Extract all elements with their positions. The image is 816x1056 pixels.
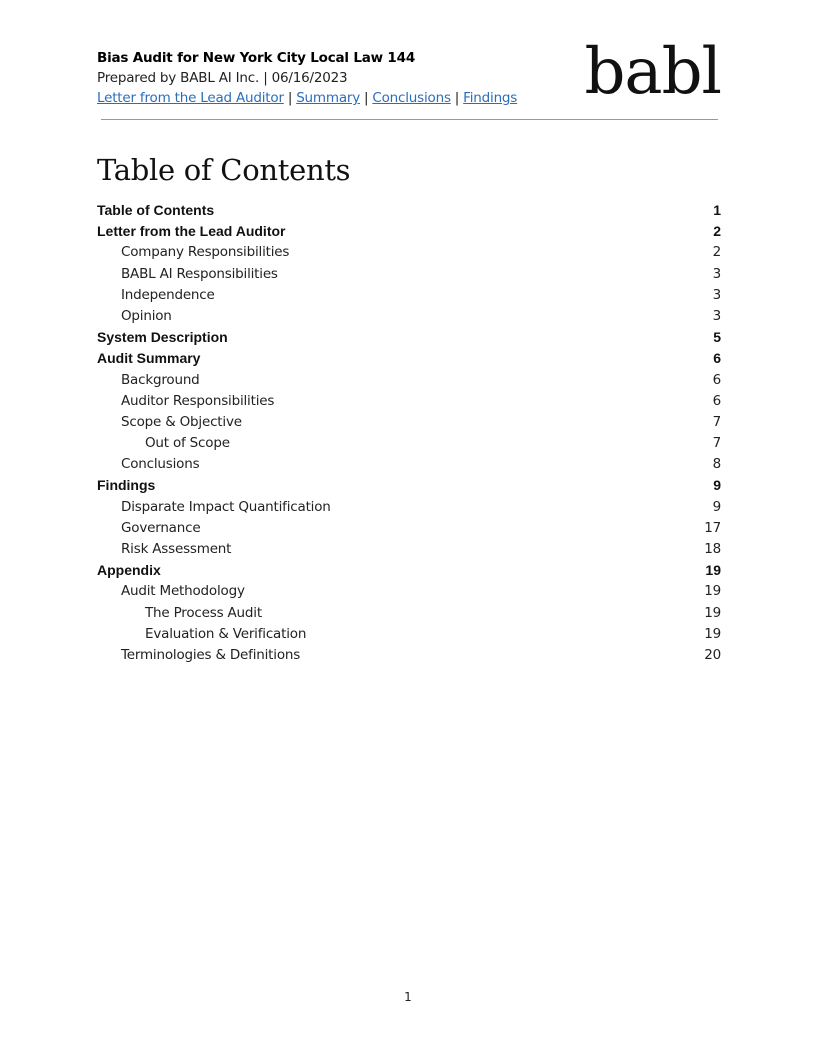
toc-entry[interactable]	[97, 624, 721, 645]
link-conclusions[interactable]: Conclusions	[372, 90, 451, 106]
toc-entry-page: 1	[713, 202, 721, 218]
babl-logo: babl	[584, 35, 721, 109]
toc-entry[interactable]	[97, 454, 721, 475]
toc-entry[interactable]	[97, 603, 721, 624]
toc-entry-label[interactable]: Company Responsibilities	[121, 244, 290, 261]
link-separator: |	[454, 90, 460, 106]
toc-entry-label[interactable]: Independence	[121, 286, 215, 303]
toc-entry-label[interactable]: Findings	[97, 477, 156, 494]
link-separator: |	[364, 90, 369, 106]
toc-entry-label[interactable]: Scope & Objective	[121, 413, 242, 430]
toc-entry-label[interactable]: Audit Methodology	[121, 583, 245, 600]
toc-entry-page: 9	[713, 477, 721, 494]
toc-entry-page: 3	[712, 265, 721, 282]
document-header	[97, 35, 721, 118]
toc-entry-label[interactable]: Table of Contents	[97, 202, 215, 218]
toc-entry-label[interactable]: Disparate Impact Quantification	[121, 498, 331, 515]
link-letter-from-lead-auditor[interactable]: Letter from the Lead Auditor	[97, 90, 284, 106]
toc-entry-label[interactable]: Appendix	[97, 562, 161, 579]
toc-entry[interactable]	[97, 433, 721, 454]
toc-entry-page: 8	[712, 456, 721, 473]
toc-entry[interactable]	[97, 539, 721, 560]
page-number: 1	[404, 990, 412, 1004]
toc-entry-page: 6	[713, 350, 721, 367]
toc-entry-label[interactable]: Terminologies & Definitions	[121, 646, 301, 663]
header-divider	[101, 119, 718, 120]
toc-entry-label[interactable]: Governance	[121, 519, 201, 536]
toc-entry-label[interactable]: Out of Scope	[145, 435, 230, 452]
toc-entry-page: 6	[712, 392, 721, 409]
toc-entry-page: 17	[704, 519, 721, 536]
toc-entry[interactable]	[97, 285, 721, 306]
toc-entry-label[interactable]: Audit Summary	[97, 350, 201, 367]
toc-entry[interactable]	[97, 327, 721, 348]
link-summary[interactable]: Summary	[296, 90, 361, 106]
toc-entry-label[interactable]: System Description	[97, 329, 228, 346]
toc-entry-page: 3	[712, 307, 721, 324]
toc-entry[interactable]	[97, 348, 721, 369]
toc-entry-page: 19	[704, 604, 721, 621]
report-title: Bias Audit for New York City Local Law 144	[97, 50, 416, 66]
toc-entry-page: 6	[712, 371, 721, 388]
toc-entry[interactable]	[97, 497, 721, 518]
toc-entry-page: 9	[712, 498, 721, 515]
toc-entry[interactable]	[97, 581, 721, 602]
toc-entry-page: 7	[712, 413, 721, 430]
toc-entry-page: 19	[704, 583, 721, 600]
toc-entry[interactable]	[97, 370, 721, 391]
toc-entry-label[interactable]: Letter from the Lead Auditor	[97, 223, 286, 240]
link-findings[interactable]: Findings	[463, 90, 518, 106]
toc-entry-page: 19	[704, 625, 721, 642]
toc-entry-page: 2	[712, 244, 721, 261]
toc-entry[interactable]	[97, 391, 721, 412]
toc-entry-label[interactable]: Evaluation & Verification	[145, 625, 307, 642]
toc-entry[interactable]	[97, 221, 721, 242]
table-of-contents	[97, 200, 721, 666]
toc-entry-label[interactable]: Risk Assessment	[121, 541, 232, 557]
toc-entry[interactable]	[97, 412, 721, 433]
toc-entry[interactable]	[97, 242, 721, 263]
toc-entry-label[interactable]: The Process Audit	[145, 604, 262, 621]
toc-entry[interactable]	[97, 306, 721, 327]
toc-entry-page: 20	[704, 646, 721, 663]
toc-entry-page: 19	[705, 562, 721, 579]
toc-entry-page: 18	[704, 541, 721, 557]
toc-entry-page: 5	[713, 329, 721, 346]
toc-entry-label[interactable]: Opinion	[121, 307, 172, 324]
toc-heading: Table of Contents	[97, 153, 351, 187]
toc-entry[interactable]	[97, 518, 721, 539]
toc-entry-label[interactable]: Background	[121, 371, 200, 388]
toc-entry-page: 7	[712, 435, 721, 452]
toc-entry[interactable]	[97, 475, 721, 496]
report-subtitle: Prepared by BABL AI Inc. | 06/16/2023	[97, 70, 348, 86]
toc-entry-label[interactable]: Conclusions	[121, 456, 200, 473]
toc-entry-page: 3	[712, 286, 721, 303]
toc-entry[interactable]	[97, 264, 721, 285]
toc-entry-label[interactable]: Auditor Responsibilities	[121, 392, 275, 409]
toc-entry[interactable]	[97, 645, 721, 666]
toc-entry[interactable]	[97, 200, 721, 221]
toc-entry-page: 2	[713, 223, 721, 240]
toc-entry-label[interactable]: BABL AI Responsibilities	[121, 265, 278, 282]
toc-entry[interactable]	[97, 560, 721, 581]
link-separator: |	[287, 90, 293, 106]
